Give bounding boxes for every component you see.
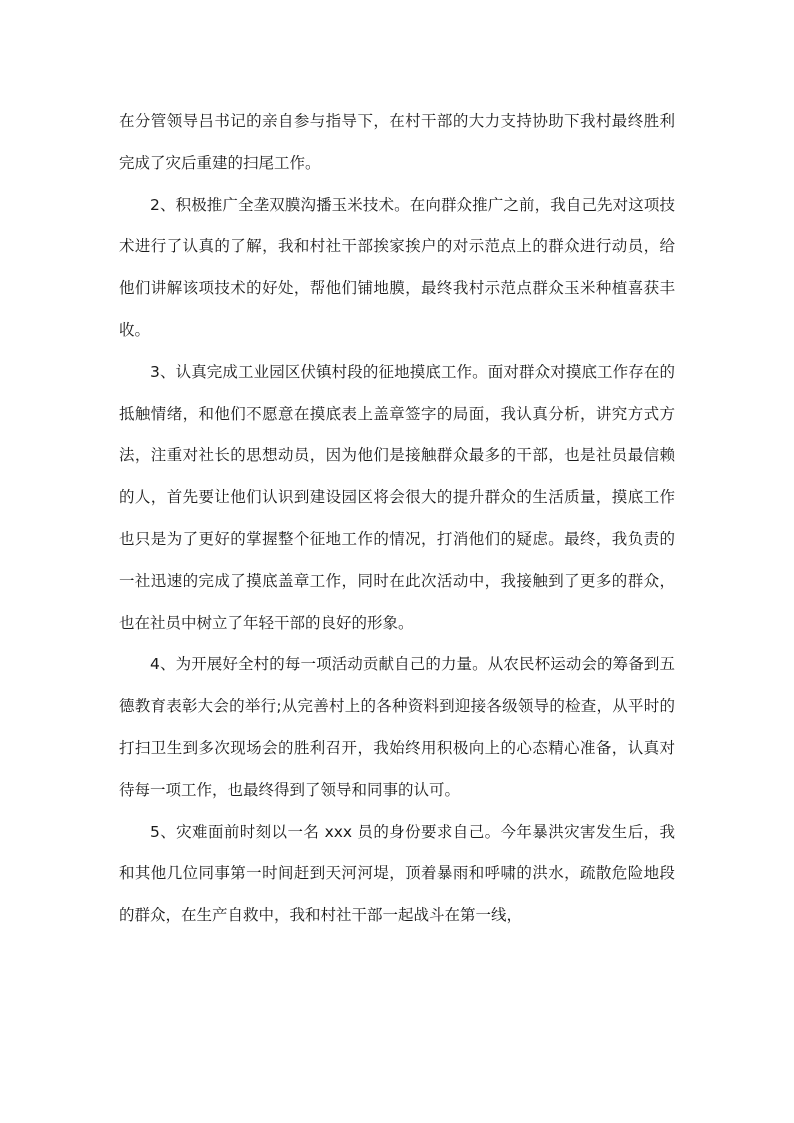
paragraph-1: 在分管领导吕书记的亲自参与指导下，在村干部的大力支持协助下我村最终胜利完成了灾后重建的扫尾工作。 — [119, 112, 675, 172]
paragraph-3: 3、认真完成工业园区伏镇村段的征地摸底工作。面对群众对摸底工作存在的抵触情绪，和他们不愿意在摸底表上盖章签字的局面，我认真分析，讲究方式方法，注重对社长的思想动员，因为他们是接触群众最多的干部，也是社员最信赖的人，首先要让他们认识到建设园区将会很大的提升群众的生活质量，摸底工作也只是为了更好的掌握整个征地工作的情况，打消他们的疑虑。最终，我负责的一社迅速的完成了摸底盖章工作，同时在此次活动中，我接触到了更多的群众，也在社员中树立了年轻干部的良好的形象。 — [119, 362, 675, 632]
document-body — [119, 101, 675, 937]
paragraph-5: 5、灾难面前时刻以一名 xxx 员的身份要求自己。今年暴洪灾害发生后，我和其他几位同事第一时间赶到天河河堤，顶着暴雨和呼啸的洪水，疏散危险地段的群众，在生产自救中，我和村社干部一起战斗在第一线， — [119, 822, 675, 925]
paragraph-4: 4、为开展好全村的每一项活动贡献自己的力量。从农民杯运动会的筹备到五德教育表彰大会的举行;从完善村上的各种资料到迎接各级领导的检查，从平时的打扫卫生到多次现场会的胜利召开，我始终用积极向上的心态精心准备，认真对待每一项工作，也最终得到了领导和同事的认可。 — [119, 655, 675, 799]
paragraph-2: 2、积极推广全垄双膜沟播玉米技术。在向群众推广之前，我自己先对这项技术进行了认真的了解，我和村社干部挨家挨户的对示范点上的群众进行动员，给他们讲解该项技术的好处，帮他们铺地膜，最终我村示范点群众玉米种植喜获丰收。 — [119, 195, 675, 339]
